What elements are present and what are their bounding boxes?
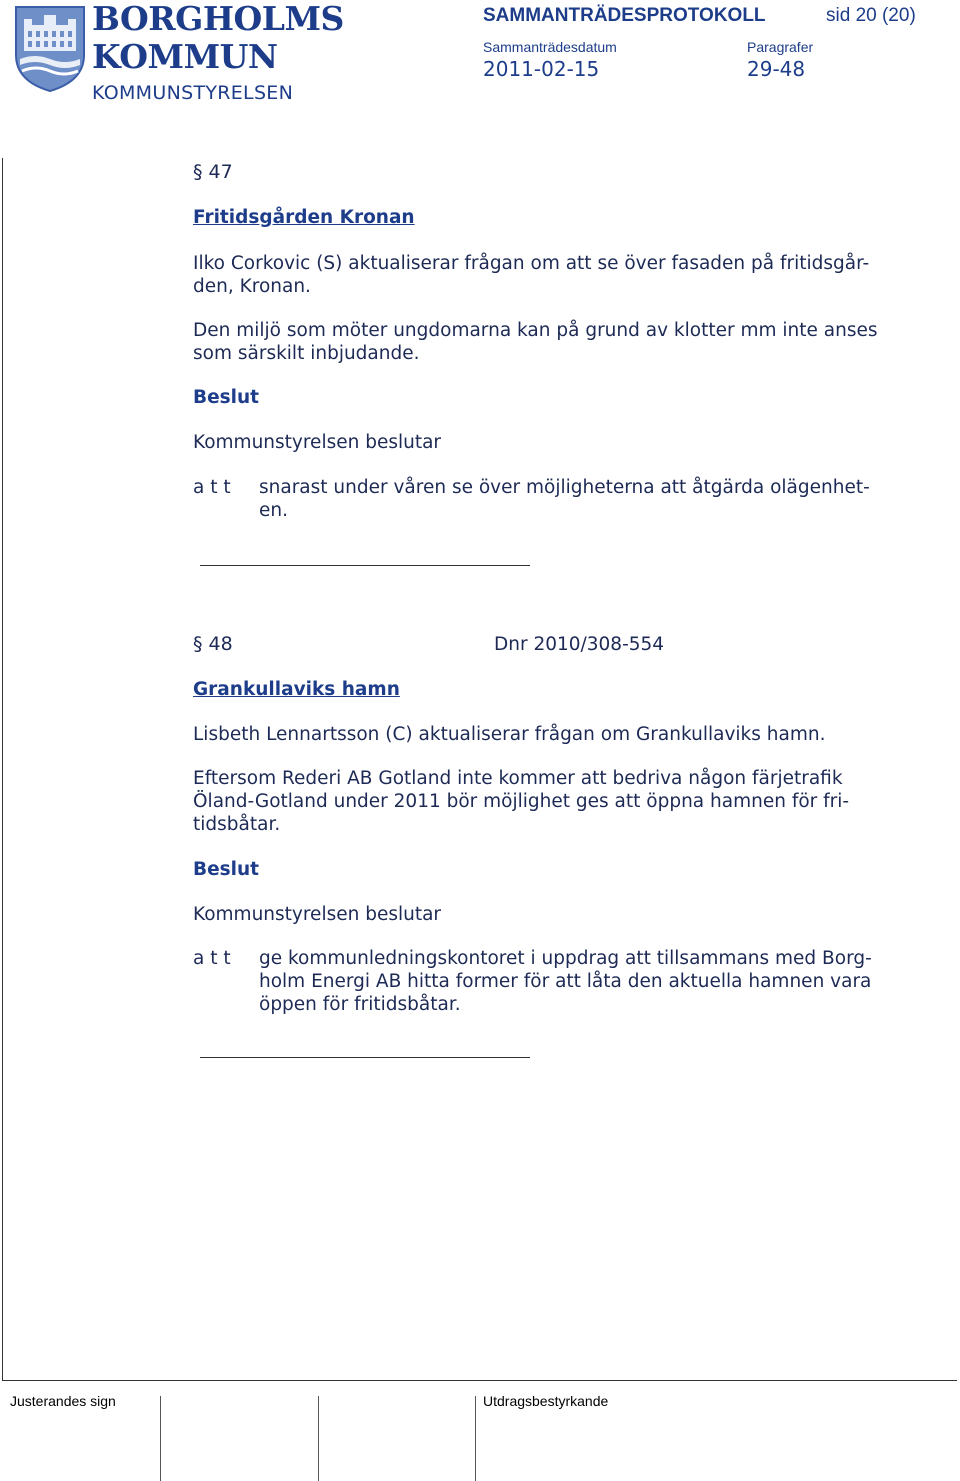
municipality-crest-logo	[10, 3, 90, 93]
att-label-47: a t t	[193, 477, 231, 498]
page-reference: sid 20 (20)	[826, 5, 916, 26]
signature-divider	[318, 1396, 319, 1481]
section-48-paragraph-2-line-1: Eftersom Rederi AB Gotland inte kommer att bedriva någon färjetrafik	[193, 768, 843, 789]
decision-heading-47: Beslut	[193, 387, 260, 408]
footer-top-rule	[2, 1380, 957, 1381]
decision-text-47-line-2: en.	[259, 500, 288, 521]
logo-text-kommun: KOMMUN	[92, 37, 278, 76]
section-number-47: § 47	[193, 161, 233, 183]
section-47-paragraph-2-line-1: Den miljö som möter ungdomarna kan på grund av klotter mm inte anses	[193, 320, 878, 341]
decision-heading-48: Beslut	[193, 859, 260, 880]
section-dnr-48: Dnr 2010/308-554	[494, 634, 665, 655]
decision-text-48-line-3: öppen för fritidsbåtar.	[259, 994, 461, 1015]
paragraphs-label: Paragrafer	[747, 39, 814, 55]
decision-text-47-line-1: snarast under våren se över möjligheterna att åtgärda olägenhet-	[259, 477, 870, 498]
signature-divider	[160, 1396, 161, 1481]
logo-text-borgholms: BORGHOLMS	[92, 0, 344, 38]
paragraphs-value: 29-48	[747, 57, 806, 81]
decision-text-48-line-2: holm Energi AB hitta former för att låta den aktuella hamnen vara	[259, 971, 872, 992]
decision-text-48-line-1: ge kommunledningskontoret i uppdrag att tillsammans med Borg-	[259, 948, 872, 969]
signature-label: Justerandes sign	[10, 1393, 116, 1409]
section-48-paragraph-1: Lisbeth Lennartsson (C) aktualiserar frågan om Grankullaviks hamn.	[193, 724, 826, 745]
section-47-paragraph-1-line-2: den, Kronan.	[193, 276, 311, 297]
meeting-date-value: 2011-02-15	[483, 57, 600, 81]
section-title-48: Grankullaviks hamn	[193, 679, 400, 700]
att-label-48: a t t	[193, 948, 231, 969]
section-47-paragraph-1-line-1: Ilko Corkovic (S) aktualiserar frågan om att se över fasaden på fritidsgår-	[193, 253, 870, 274]
signature-divider	[475, 1396, 476, 1481]
left-margin-rule	[2, 158, 3, 1380]
section-47-paragraph-2-line-2: som särskilt inbjudande.	[193, 343, 420, 364]
document-title: SAMMANTRÄDESPROTOKOLL	[483, 5, 766, 26]
board-name: KOMMUNSTYRELSEN	[92, 82, 294, 104]
section-end-rule	[200, 1057, 530, 1058]
section-48-paragraph-2-line-3: tidsbåtar.	[193, 814, 281, 835]
decision-intro-47: Kommunstyrelsen beslutar	[193, 432, 442, 453]
section-title-47: Fritidsgården Kronan	[193, 207, 415, 228]
decision-intro-48: Kommunstyrelsen beslutar	[193, 904, 442, 925]
section-48-paragraph-2-line-2: Öland-Gotland under 2011 bör möjlighet ges att öppna hamnen för fri-	[193, 791, 850, 812]
meeting-date-label: Sammanträdesdatum	[483, 39, 617, 55]
section-number-48: § 48	[193, 633, 233, 655]
extract-verification-label: Utdragsbestyrkande	[483, 1393, 609, 1409]
section-separator-rule	[200, 565, 530, 566]
